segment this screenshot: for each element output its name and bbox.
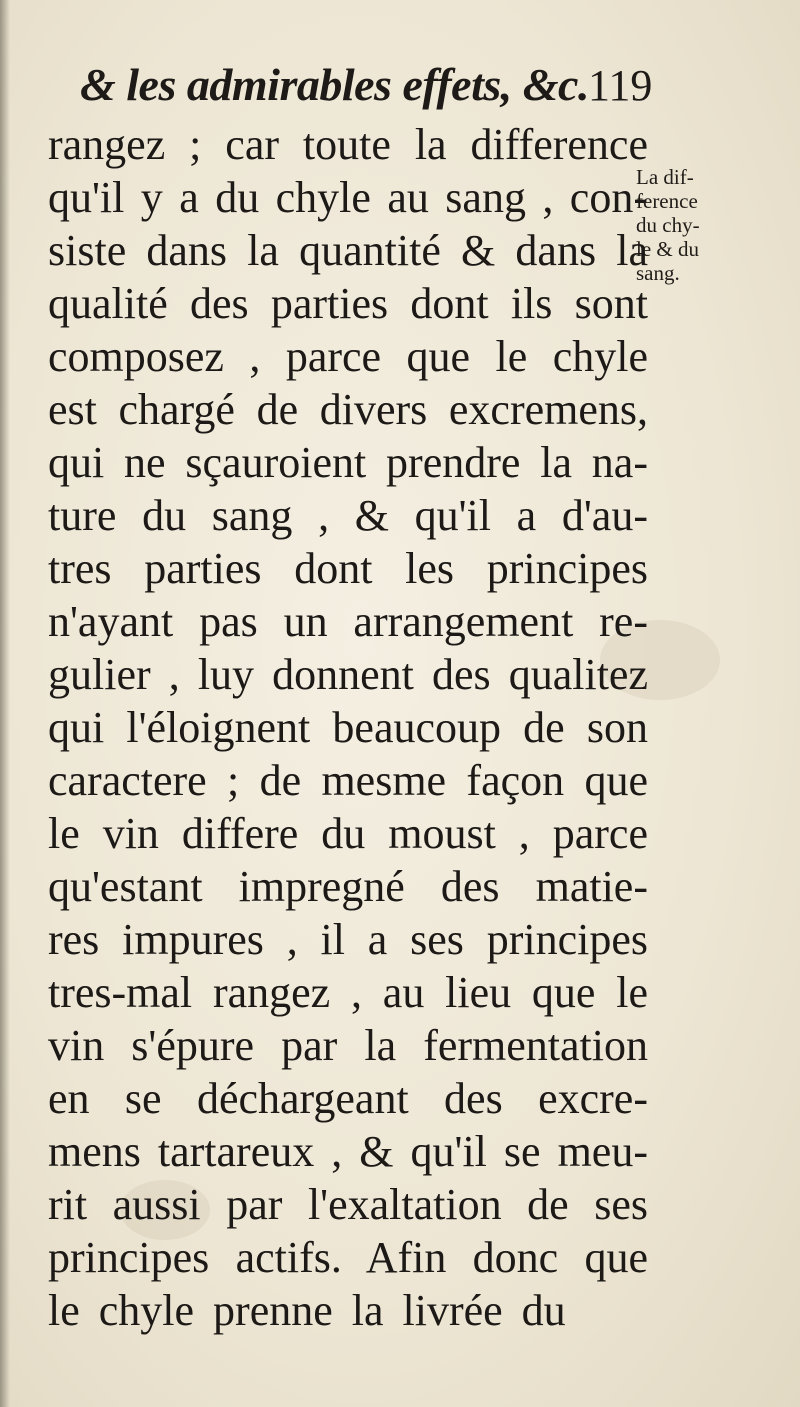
text-line: en se déchargeant des excre- [48, 1074, 648, 1123]
margin-note-line: La dif- [636, 165, 694, 189]
margin-note-line: du chy- [636, 213, 700, 237]
text-line: qualité des parties dont ils sont [48, 279, 648, 328]
text-line: tres parties dont les principes [48, 544, 648, 593]
text-line: siste dans la quantité & dans la [48, 226, 648, 275]
text-line: composez , parce que le chyle [48, 332, 648, 381]
text-line: ture du sang , & qu'il a d'au- [48, 491, 648, 540]
body-text [48, 118, 648, 1337]
text-line: gulier , luy donnent des qualitez [48, 650, 648, 699]
margin-note-line: sang. [636, 261, 680, 285]
text-line: vin s'épure par la fermentation [48, 1021, 648, 1070]
text-line: qui l'éloignent beaucoup de son [48, 703, 648, 752]
text-line: mens tartareux , & qu'il se meu- [48, 1127, 648, 1176]
text-line: le chyle prenne la livrée du [48, 1286, 566, 1335]
text-line: caractere ; de mesme façon que [48, 756, 648, 805]
text-line: qui ne sçauroient prendre la na- [48, 438, 648, 487]
marginal-note [636, 165, 736, 285]
text-line: principes actifs. Afin donc que [48, 1233, 648, 1282]
text-line: n'ayant pas un arrangement re- [48, 597, 648, 646]
page-gutter-shadow [0, 0, 10, 1407]
text-line: est chargé de divers excremens, [48, 385, 648, 434]
text-line: rit aussi par l'exaltation de ses [48, 1180, 648, 1229]
text-line: qu'estant impregné des matie- [48, 862, 648, 911]
text-line: res impures , il a ses principes [48, 915, 648, 964]
text-line: rangez ; car toute la difference [48, 120, 648, 169]
running-title: & les admirables effets, &c. [80, 59, 589, 110]
margin-note-line: ference [636, 189, 698, 213]
text-line: le vin differe du moust , parce [48, 809, 648, 858]
page-number: 119 [588, 61, 653, 110]
margin-note-line: le & du [636, 237, 699, 261]
text-line: tres-mal rangez , au lieu que le [48, 968, 648, 1017]
text-line: qu'il y a du chyle au sang , con- [48, 173, 648, 222]
